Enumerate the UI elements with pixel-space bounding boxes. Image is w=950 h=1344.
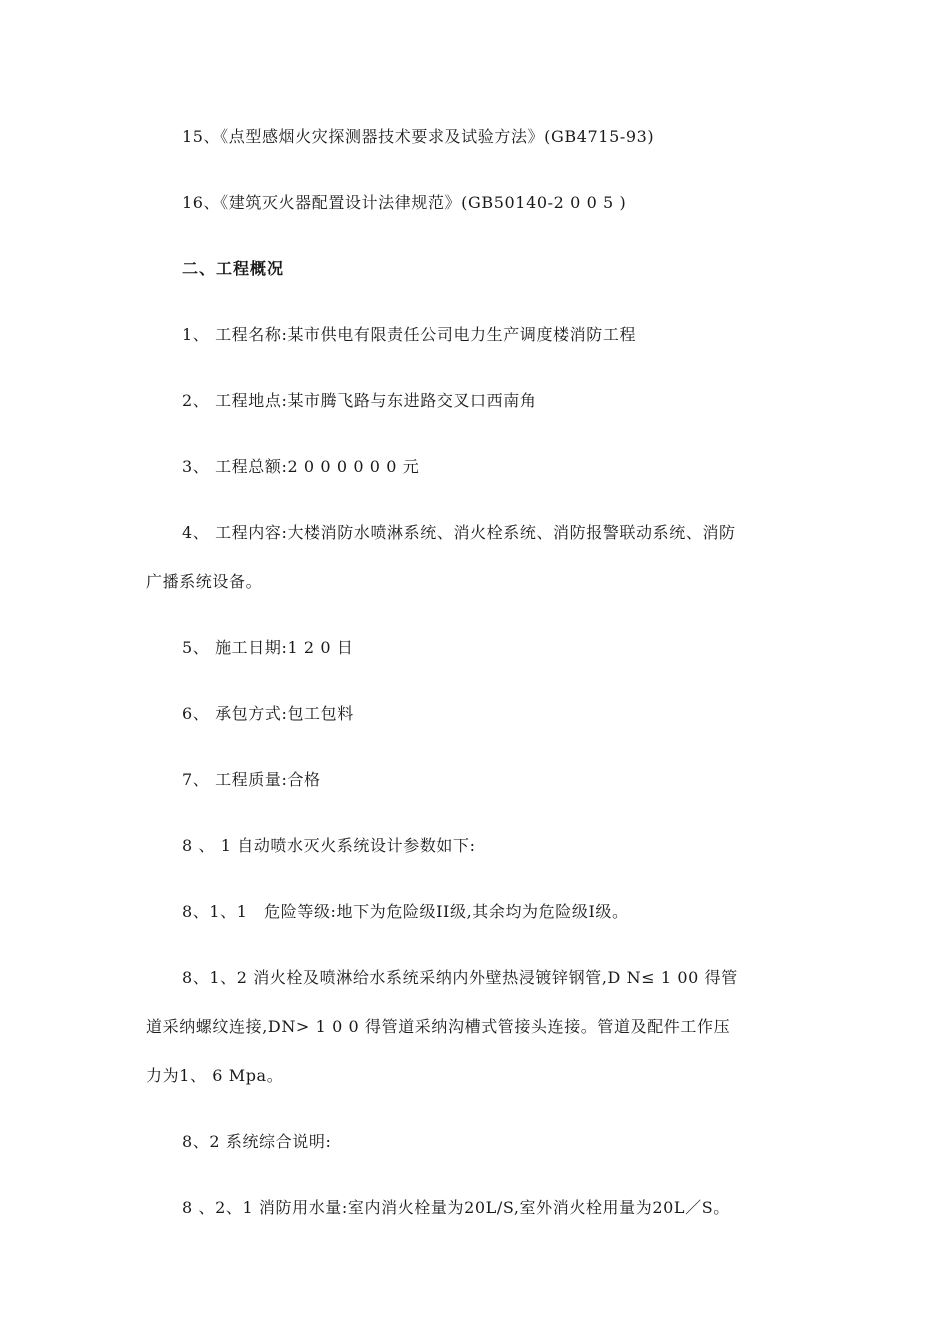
standard-item-16: 16、《建筑灭火器配置设计法律规范》(GB50140-2 0 0 5 ) (182, 193, 627, 212)
project-content-continued: 广播系统设备。 (146, 572, 263, 591)
project-quality: 7、 工程质量:合格 (182, 770, 321, 789)
hazard-level: 8、1、1 危险等级:地下为危险级II级,其余均为危险级I级。 (182, 902, 629, 921)
sprinkler-design-parameters: 8 、 1 自动喷水灭火系统设计参数如下: (182, 836, 476, 855)
pipe-material: 8、1、2 消火栓及喷淋给水系统采纳内外壁热浸镀锌钢管,D N≤ 1 00 得管 (182, 968, 738, 987)
pipe-connection: 道采纳螺纹连接,DN> 1 0 0 得管道采纳沟槽式管接头连接。管道及配件工作压 (146, 1017, 731, 1036)
working-pressure: 力为1、 6 Mpa。 (146, 1066, 284, 1085)
system-description-heading: 8、2 系统综合说明: (182, 1132, 332, 1151)
project-name: 1、 工程名称:某市供电有限责任公司电力生产调度楼消防工程 (182, 325, 637, 344)
project-total-amount: 3、 工程总额:2 0 0 0 0 0 0 元 (182, 457, 420, 476)
standard-item-15: 15、《点型感烟火灾探测器技术要求及试验方法》(GB4715-93) (182, 127, 655, 146)
project-location: 2、 工程地点:某市腾飞路与东进路交叉口西南角 (182, 391, 537, 410)
construction-period: 5、 施工日期:1 2 0 日 (182, 638, 354, 657)
fire-water-volume: 8 、2、1 消防用水量:室内消火栓量为20L/S,室外消火栓用量为20L／S。 (182, 1198, 730, 1217)
contract-method: 6、 承包方式:包工包料 (182, 704, 354, 723)
section-heading-project-overview: 二、工程概况 (182, 259, 285, 278)
project-content: 4、 工程内容:大楼消防水喷淋系统、消火栓系统、消防报警联动系统、消防 (182, 523, 736, 542)
